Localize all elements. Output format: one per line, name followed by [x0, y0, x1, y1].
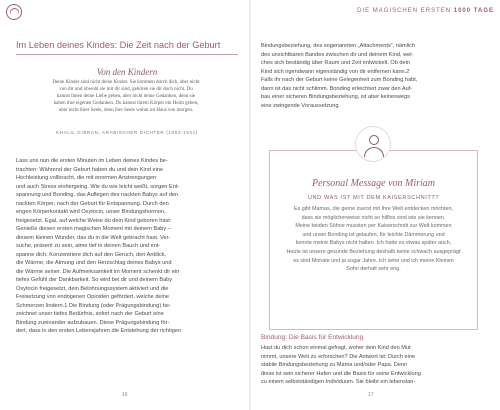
flower-logo-icon	[6, 4, 22, 20]
section-heading: Bindung: Die Basis für Entwicklung	[261, 334, 364, 341]
box-title: Personal Message von Miriam	[311, 178, 436, 189]
box-text: Es gibt Mamas, die gerne zuerst mit Ihre Welt entdecken möchten, dass sie möglicherweise nicht so hilflos sind wie sie kennen. Meine beiden Söhne mussten per Kaiserschnitt zur Welt kommen und unser Bonding ist gelaufen, für leichte Dämmerung und konnte meine Babys nicht halten. Ich hatte es etwas später auch. Heute ist unsere gesunde Beziehung deshalb keine schwach ausgeprägt es sind Monate und ja sogar Jahre. Ich sehe und ich meine Kleinen Sohn derhalt sehr eng.	[286, 206, 461, 273]
left-body-text: Lass uns nun die ersten Minuten im Leben deines Kindes be- trachten: Während der Geburt haben du und dein Kind eine Hochleistung vollbracht, die mit enormen Anstrengungen und auch Stress einhergeing. Wie du wie leicht weißt, sorgen Ent- spannung und Bonding, das Auflegen des nackten Babys auf den nackten Körper, nach der Geburt für Entspannung. Durch den engen Körperkontakt wird Oxytocin, unser Bindungshormon, freigesetzt. Egal, auf welche Weise du dein Kind geboren hast: Genieße diesen ersten magischen Moment mit deinem Baby – diesem kleinen Wunder, das du in die Welt gebracht hast. Ver- suche, präsent zu sein, atme tief in deinen Bauch und ent- spanne dich. Konzentriere dich auf den Geruch, den Anblick, die Wärme, die Atmung und den Herzschlag deines Babys und die Wärme seiner. Die Aufmerksamkeit im Moment schenkt dir ein tiefes Gefühl der Dankbarkeit. So wird bei dir und deinem Baby Oxytocin freigesetzt, dein Belohnungssystem aktiviert und die Freisetzung von endogenen Opioiden gefördert, welche deine Schmerzen lindern.1 Die Bindung (oder Prägungsbindung) be- zeichnet unser tiefes Bedürfnis, sofort nach der Geburt eine Bindung zueinander aufzubauen. Diese Prägungsbindung för- dert, dass in den ersten Lebensjahren die Entstehung der richtigen	[16, 158, 182, 334]
quote-attribution: KHALIL GIBRAN, ARABISCHER DICHTER (1883-1931)	[56, 130, 198, 135]
page-title: Im Leben deines Kindes: Die Zeit nach der Geburt	[16, 40, 221, 50]
quote-text: Deine Kinder sind nicht deine Kinder. Sie kommen durch dich, aber nicht von dir und obwohl sie mit dir sind, gehören sie dir doch nicht. Du kannst ihnen deine Liebe geben, aber nicht deine Gedanken, denn sie haben ihre eigenen Gedanken. Du kannst ihrem Körper ein Heim geben, aber nicht ihrer Seele, denn ihre Seele wohnt im Haus von morgen.	[52, 80, 200, 113]
title-divider	[16, 54, 238, 55]
quote-title: Von den Kindern	[96, 67, 158, 77]
page-number-right: 17	[368, 392, 374, 398]
running-header: DIE MAGISCHEN ERSTEN 1000 TAGE	[357, 8, 494, 14]
right-lower-body-text: Hast du dich schon einmal gefragt, woher dein Kind den Mut nimmt, unsere Welt zu erforschen? Die Antwort ist: Durch eine stabile Bindungsbeziehung zu Mama und/oder Papa. Denn diese ist sein sicherer Hafen und die Basis für seine Entwicklung zu einem selbstständigen Individuum. Sie bleibt ein lebenslan-	[261, 345, 421, 385]
page-number-left: 16	[122, 392, 128, 398]
miriam-avatar-icon	[355, 126, 391, 162]
box-subtitle: UND WAS IST MIT DEM KAISERSCHNITT?	[307, 195, 440, 201]
right-body-text: Bindungsbeziehung, des sogenannten „Attachments", nämlich des unsichtbaren Bandes zwischen dir und deinem Kind, wel- ches sich beständig über Raum und Zeit entwickelt. Ob dein Kind sich irgendwann eigenständig von dir entfernen kann.2 Falls ihr nach der Geburt keine Gelegenheit zum Bonding habt, dann ist das nicht schlimm. Bonding erleichtert zwar den Auf- bau einer sicheren Bindungsbeziehung, ist aber keineswegs eine zwingende Voraussetzung.	[261, 43, 418, 109]
book-gutter	[249, 0, 251, 410]
